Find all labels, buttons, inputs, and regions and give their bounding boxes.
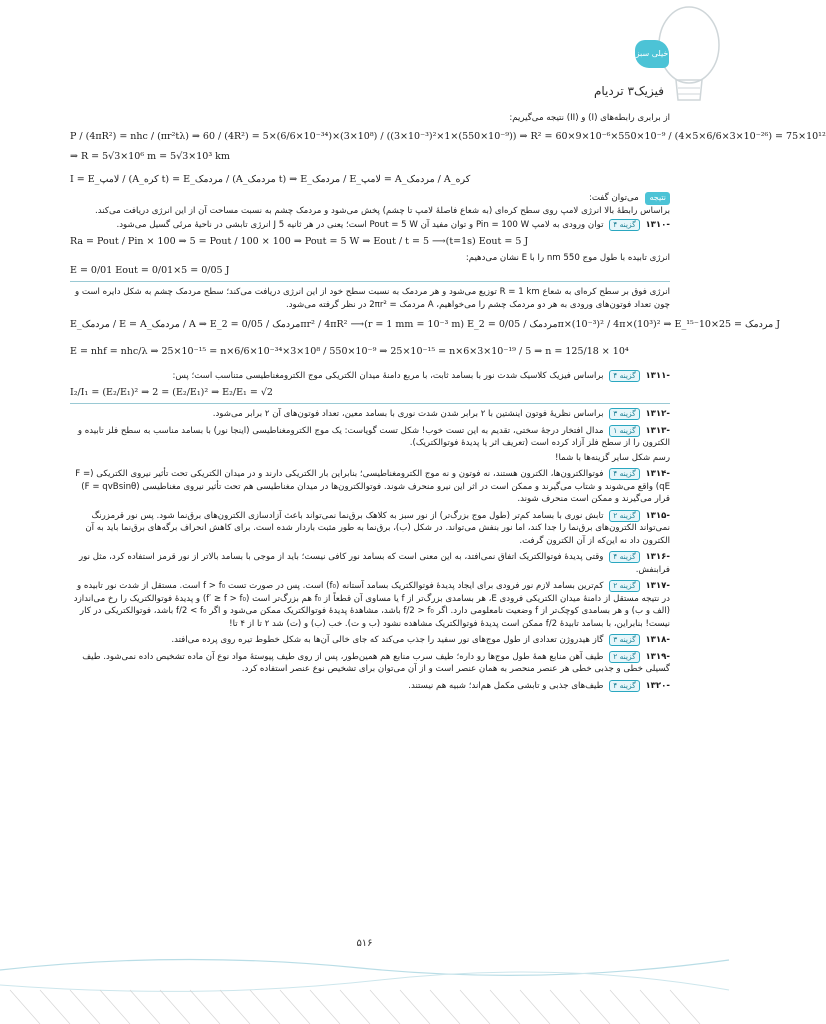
answer-text: طیف آهن منابع همهٔ طول موج‌ها رو داره؛ طیف سرب منابع هم همین‌طور، پس از روی طیف پیوستهٔ مواد نوع آن ماده تشخیص داده نمی‌شود. طیف گسیلی خطی و جذبی خطی هر عنصر منحصر به همان عنصر است و از آن می‌توان برای تشخیص نوع عنصر استفاده کرد.	[82, 651, 670, 674]
page-content	[70, 112, 826, 692]
answer-1317	[70, 580, 670, 630]
equation: E = nhf = nhc/λ ⇒ 25×10⁻¹⁵ = n×6/6×10⁻³⁴×3×10⁸ / 550×10⁻⁹ ⇒ 25×10⁻¹⁵ = n×6×3×10⁻¹⁹ / 5 ⇒ n = 125/18 × 10⁴	[70, 345, 629, 357]
answer-badge: گزینه ۴	[609, 468, 640, 480]
equation: I₂/I₁ = (E₂/E₁)² ⇒ 2 = (E₂/E₁)² ⇒ E₂/E₁ = √2	[70, 386, 273, 398]
paragraph: براساس رابطهٔ بالا انرژی لامپ روی سطح کره‌ای (به شعاع فاصلهٔ لامپ تا چشم) پخش می‌شود و مردمک چشم به نسبت مساحت آن از این انرژی دریافت می‌کند.	[95, 205, 670, 216]
divider	[70, 403, 670, 404]
answer-1315	[70, 510, 670, 548]
answer-1312	[70, 408, 670, 421]
answer-1316	[70, 551, 670, 576]
note-badge: نتیجه	[645, 192, 670, 205]
question-number: -۱۳۱۳	[645, 425, 670, 436]
answer-badge: گزینه ۳	[609, 408, 640, 420]
answer-text: فوتوالکترون‌ها، الکترون هستند، نه فوتون و نه موج الکترومغناطیسی؛ بنابراین بار الکتریکی دارند و در میدان الکتریکی تحت تأثیر نیروی الکتریکی (F = qE) واقع می‌شوند و شتاب می‌گیرند و ممکن است در اثر این نیرو منحرف شوند. فوتوالکترون‌ها در میدان مغناطیسی هم تحت تأثیر نیروی مغناطیسی (F = qvBsinθ) قرار می‌گیرند و ممکن است منحرف شوند.	[75, 469, 670, 504]
divider	[70, 281, 670, 282]
note-text: می‌توان گفت:	[588, 193, 639, 203]
answer-1311	[70, 370, 670, 383]
answer-1318	[70, 634, 670, 647]
equation: E_مردمک / E = A_مردمک / A ⇒ E_مردمک / 0/05 = 2πr² / 4πR² ⟶(r = 1 mm = 10⁻³ m) E_مردمک / 0/05 = 2π×(10⁻³)² / 4π×(10³)² ⇒ E_مردمک = 25×10⁻¹⁵ J	[70, 319, 781, 330]
paragraph: انرژی فوق بر سطح کره‌ای به شعاع R = 1 km توزیع می‌شود و هر مردمک به نسبت سطح خود از این انرژی دریافت می‌کند؛ سطح مردمک چشم به شکل دایره است و چون تعداد فوتون‌های ورودی به هر دو مردمک چشم را می‌خواهیم، A مردمک = 2πr² در نظر گرفته می‌شود.	[75, 287, 670, 310]
answer-text: تابش نوری با بسامد کم‌تر (طول موج بزرگ‌تر) از نور سبز به کلاهک برق‌نما نمی‌تواند باعث آزادسازی الکترون‌های برق‌نما شود. پس نور قرمزرنگ نمی‌تواند الکترون‌های برق‌نما را جدا کند، اما نور بنفش می‌تواند. در شکل (ب)، برق‌نما به طور مثبت باردار شده است. برای کاهش انحراف برگه‌های برق‌نما باید به آن الکترون داد نه این‌که از آن الکترون گرفت.	[85, 510, 670, 546]
question-number: -۱۳۱۷	[645, 581, 670, 591]
answer-badge: گزینه ۲	[609, 510, 640, 522]
answer-badge: گزینه ۴	[609, 680, 640, 692]
answer-1314	[70, 468, 670, 506]
page-header	[0, 0, 729, 110]
answer-badge: گزینه ۳	[609, 634, 640, 646]
question-number: -۱۳۱۶	[645, 552, 670, 562]
answer-text: مدال افتخار درجهٔ سختی، تقدیم به این تست خوب! شکل تست گویاست: یک موج الکترومغناطیسی (اینجا نور) با بسامد مناسب به سطح فلز تابیده و الکترون را از سطح فلز آزاد کرده است (تعریف اثر یا پدیدهٔ فوتوالکتریک).	[77, 425, 670, 448]
answer-badge: گزینه ۱	[609, 425, 640, 437]
answer-text: وقتی پدیدهٔ فوتوالکتریک اتفاق نمی‌افتد، به این معنی است که بسامد نور کافی نیست؛ باید از موجی با بسامد بالاتر از نور قرمز استفاده کرد، مثل نور فرابنفش.	[79, 552, 670, 575]
question-number: -۱۳۱۴	[645, 469, 670, 479]
answer-text: گاز هیدروژن تعدادی از طول موج‌های نور سفید را جذب می‌کند که جای خالی آن‌ها به شکل خطوط تیره روی پرده می‌افتد.	[171, 635, 604, 645]
paragraph: از برابری رابطه‌های (I) و (II) نتیجه می‌گیریم:	[509, 113, 670, 123]
answer-badge: گزینه ۴	[609, 219, 640, 231]
question-number: -۱۳۱۹	[645, 651, 670, 662]
question-number: -۱۳۱۵	[645, 510, 670, 521]
answer-badge: گزینه ۲	[609, 580, 640, 592]
answer-1313	[70, 425, 670, 450]
answer-1310	[70, 219, 670, 232]
answer-text: طیف‌های جذبی و تابشی مکمل هم‌اند؛ شبیه هم نیستند.	[408, 680, 604, 691]
note	[70, 192, 670, 205]
question-number: -۱۳۱۱	[645, 371, 670, 381]
answer-text: براساس فیزیک کلاسیک شدت نور با بسامد ثابت، با مربع دامنهٔ میدان الکتریکی موج الکترومغناطیسی متناسب است؛ پس:	[172, 371, 604, 381]
answer-1320	[70, 680, 670, 693]
answer-text: براساس نظریهٔ فوتون اینشتین با ۲ برابر شدن شدت نوری با بسامد معین، تعداد فوتون‌های آن ۲ برابر می‌شود.	[212, 409, 604, 419]
answer-text: توان ورودی به لامپ Pin = 100 W و توان مفید آن Pout = 5 W است؛ یعنی در هر ثانیه 5 J انرژی تابشی در ناحیهٔ مرئی گسیل می‌شود.	[116, 220, 604, 230]
page-number: ۵۱۶	[356, 938, 373, 949]
answer-badge: گزینه ۴	[609, 370, 640, 382]
question-number: -۱۳۱۲	[645, 409, 670, 419]
answer-text: کم‌ترین بسامد لازم نور فرودی برای ایجاد پدیدهٔ فوتوالکتریک بسامد آستانه (f₀) است. پس در صورت تست f > f₀ است. مستقل از شدت نور تابیده و در نتیجه مستقل از دامنهٔ میدان الکتریکی فرودی E، هر بسامدی بزرگ‌تر از f یا مساوی آن قطعاً از f₀ هم بزرگ‌تر است (f′ ≥ f > f₀) و پدیدهٔ فوتوالکتریک را رخ می‌اندازد (الف و ب) و هر بسامدی کوچک‌تر از f وضعیت نامعلومی دارد. اگر f/2 > f₀ باشد، مشاهدهٔ پدیدهٔ فوتوالکتریک ممکن می‌شود و اگر f/2 < f₀ باشد، فوتوالکتریکی در کار نیست! بنابراین، با بسامد تابیدهٔ f/2 ممکن است پدیدهٔ فوتوالکتریک مشاهده نشود (ب و ت). خب (ب) و (ت) شد ۲ تا از ۴ تا!	[73, 581, 670, 629]
answer-badge: گزینه ۲	[609, 651, 640, 663]
book-title: فیزیک۳ تردیام	[593, 84, 664, 98]
question-number: -۱۳۱۰	[645, 220, 670, 230]
paragraph: انرژی تابیده با طول موج 550 nm را با E نشان می‌دهیم:	[465, 253, 670, 263]
equation: E = 0/01 Eout = 0/01×5 = 0/05 J	[70, 264, 230, 276]
equation: ⇒ R = 5√3×10⁶ m = 5√3×10³ km	[70, 151, 230, 162]
equation: P / (4πR²) = nhc / (πr²tλ) ⇒ 60 / (4R²) = 5×(6/6×10⁻³⁴)×(3×10⁸) / ((3×10⁻³)²×1×(550×10⁻⁹)) ⇒ R² = 60×9×10⁻⁶×550×10⁻⁹ / (4×5×6/6×3×10⁻²⁶) = 75×10¹²	[70, 130, 826, 142]
answer-1319	[70, 651, 670, 676]
equation: Ra = Pout / Pin × 100 ⇒ 5 = Pout / 100 × 100 ⇒ Pout = 5 W ⇒ Eout / t = 5 ⟶(t=1s) Eout = 5 J	[70, 235, 529, 247]
question-number: -۱۳۲۰	[645, 680, 670, 691]
answer-badge: گزینه ۴	[609, 551, 640, 563]
paragraph: رسم شکل سایر گزینه‌ها با شما!	[555, 452, 670, 463]
question-number: -۱۳۱۸	[645, 635, 670, 645]
equation: I = E_لامپ / (A_کره t) = E_مردمک / (A_مردمک t) ⇒ E_مردمک / E_لامپ = A_مردمک / A_کره	[70, 173, 471, 185]
brand-logo: خیلی سبز	[635, 40, 669, 68]
